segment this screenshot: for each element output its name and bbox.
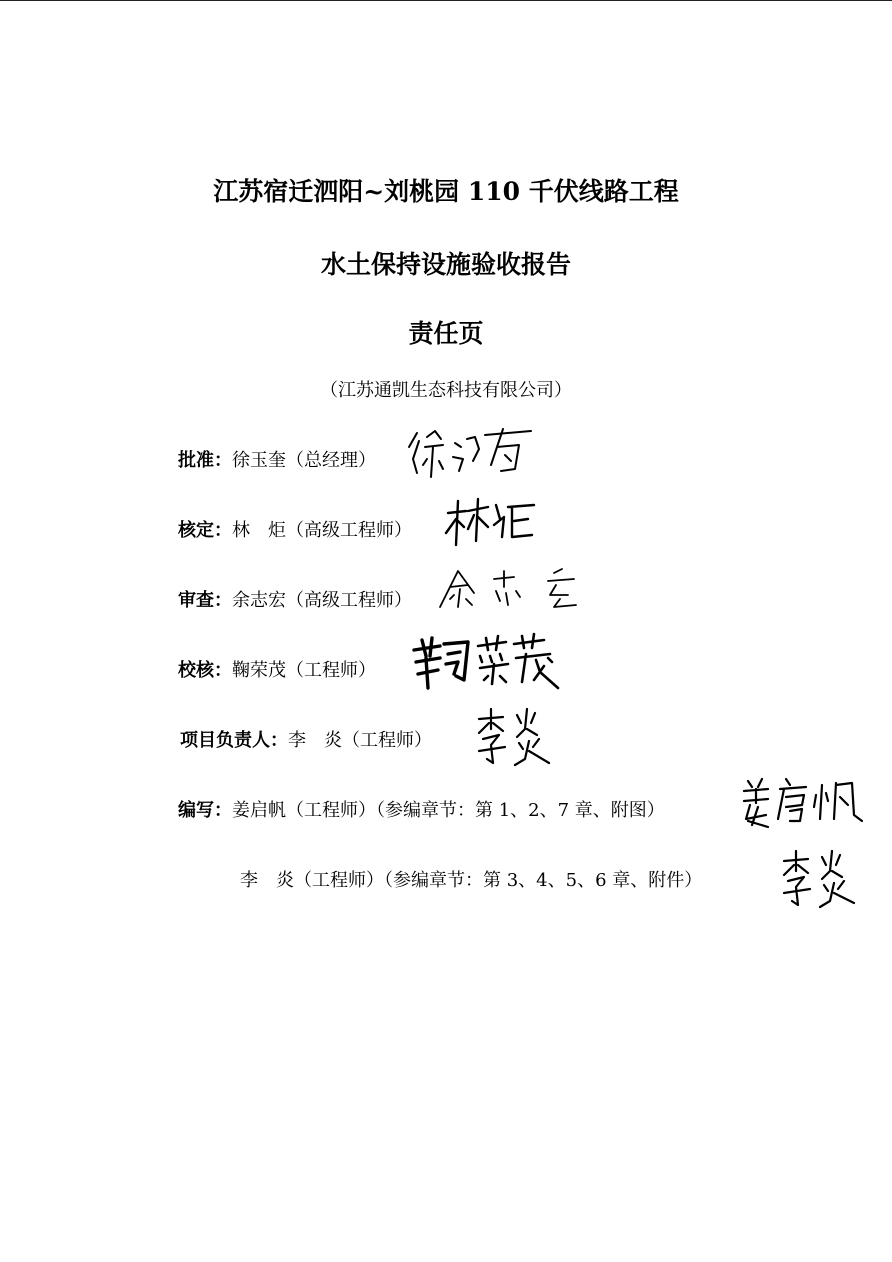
company-name: （江苏通凯生态科技有限公司） <box>320 380 572 401</box>
approver-label: 批准： <box>178 450 232 471</box>
author-2-signature <box>778 847 863 909</box>
checker-name: 鞠荣茂（工程师） <box>232 660 376 681</box>
report-title: 水土保持设施验收报告 <box>320 250 571 279</box>
project-lead-label: 项目负责人： <box>180 730 288 751</box>
project-title: 江苏宿迁泗阳~刘桃园 110 千伏线路工程 <box>213 177 679 206</box>
approver-signature <box>405 425 535 485</box>
author-1-name: 姜启帆（工程师）（参编章节：第 1、2、7 章、附图） <box>232 800 665 821</box>
reviewer-row <box>178 517 412 545</box>
reviewer-name: 林 炬（高级工程师） <box>232 520 412 541</box>
checker-label: 校核： <box>178 660 232 681</box>
author-row-2 <box>240 867 702 895</box>
reviewer-label: 核定： <box>178 520 232 541</box>
page-heading: 责任页 <box>408 319 484 348</box>
approver-row <box>178 447 376 475</box>
examiner-signature <box>436 565 596 615</box>
project-lead-name: 李 炎（工程师） <box>288 730 432 751</box>
project-lead-signature <box>473 705 558 770</box>
examiner-row <box>178 587 412 615</box>
author-1-signature <box>740 775 865 830</box>
approver-name: 徐玉奎（总经理） <box>232 450 376 471</box>
examiner-label: 审查： <box>178 590 232 611</box>
checker-signature <box>410 632 565 692</box>
reviewer-signature <box>444 497 539 552</box>
project-lead-row <box>180 727 432 755</box>
author-2-name: 李 炎（工程师）（参编章节：第 3、4、5、6 章、附件） <box>240 870 703 891</box>
page-top-border <box>0 0 892 1</box>
examiner-name: 余志宏（高级工程师） <box>232 590 412 611</box>
checker-row <box>178 657 376 685</box>
author-label: 编写： <box>178 800 232 821</box>
author-row-1 <box>178 797 665 825</box>
